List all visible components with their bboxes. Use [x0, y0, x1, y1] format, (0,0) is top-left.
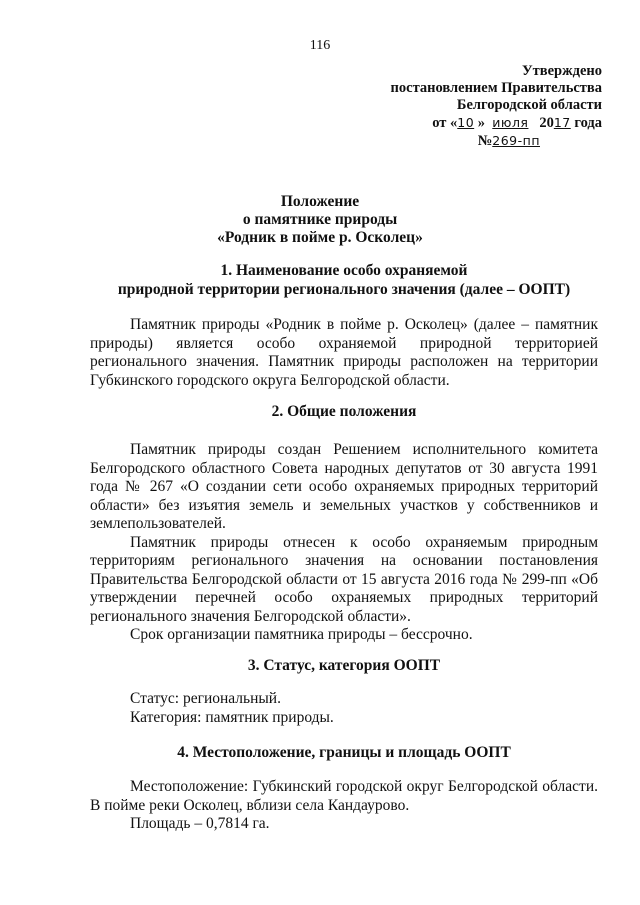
section-2-heading: 2. Общие положения: [271, 403, 417, 420]
section-1-heading-line-1: 1. Наименование особо охраняемой: [220, 262, 468, 279]
section-1-body: [90, 316, 598, 390]
approval-number: [342, 132, 602, 150]
section-2-paragraph-1: Памятник природы создан Решением исполнительного комитета Белгородского областного Совета народных депутатов от 30 августа 1991 года № 267 «О создании сети особо охраняемых природных территорий области» без изъятия земель и земельных участков у собственников и землепользователей.: [90, 441, 598, 532]
approval-block: [342, 63, 602, 150]
section-3-category: Категория: памятник природы.: [130, 708, 334, 726]
section-2-paragraph-2: Памятник природы отнесен к особо охраняемым природным территориям регионального значения на основании постановления Правительства Белгородской области от 15 августа 2016 года № 299-пп «Об утверждении перечней особо охраняемых природных территорий регионального значения Белгородской области».: [90, 533, 598, 625]
date-year-suffix: года: [574, 115, 602, 131]
section-2-body: [90, 441, 598, 645]
approval-line-3: Белгородской области: [456, 97, 602, 113]
approval-date: [342, 114, 602, 132]
number-value: 269-пп: [492, 133, 540, 148]
section-3-body: [90, 690, 598, 727]
section-1-heading-line-2: природной территории регионального значения (далее – ООПТ): [117, 280, 571, 298]
date-day-suffix: »: [477, 115, 486, 131]
date-year: 17: [553, 115, 571, 130]
approval-line-1: Утверждено: [522, 63, 602, 79]
title-line-3: «Родник в пойме р. Осколец»: [217, 229, 423, 246]
section-1-heading: [90, 262, 598, 299]
title-line-1: Положение: [280, 193, 360, 210]
section-2-paragraph-3: Срок организации памятника природы – бессрочно.: [130, 626, 473, 643]
title-line-2: о памятнике природы: [242, 211, 398, 228]
page-number: 116: [309, 38, 331, 53]
date-day: 10: [457, 115, 475, 130]
date-year-prefix: 20: [539, 115, 554, 131]
section-3-heading: 3. Статус, категория ООПТ: [247, 657, 441, 674]
date-month: июля: [492, 115, 529, 130]
section-4-heading: 4. Местоположение, границы и площадь ООПТ: [177, 744, 511, 761]
date-prefix: от «: [432, 115, 458, 131]
section-4-body: [90, 778, 598, 834]
section-4-location: Местоположение: Губкинский городской округ Белгородской области. В пойме реки Осколец, вблизи села Кандаурово.: [90, 778, 598, 814]
section-3-status: Статус: региональный.: [130, 690, 281, 707]
number-prefix: №: [477, 133, 493, 149]
section-1-paragraph: Памятник природы «Родник в пойме р. Осколец» (далее – памятник природы) является особо охраняемой природной территорией регионального значения. Памятник природы расположен на территории Губкинского городского округа Белгородской области.: [90, 316, 598, 389]
approval-line-2: постановлением Правительства: [390, 80, 602, 96]
document-title: [0, 193, 640, 247]
section-4-area: Площадь – 0,7814 га.: [130, 815, 270, 832]
